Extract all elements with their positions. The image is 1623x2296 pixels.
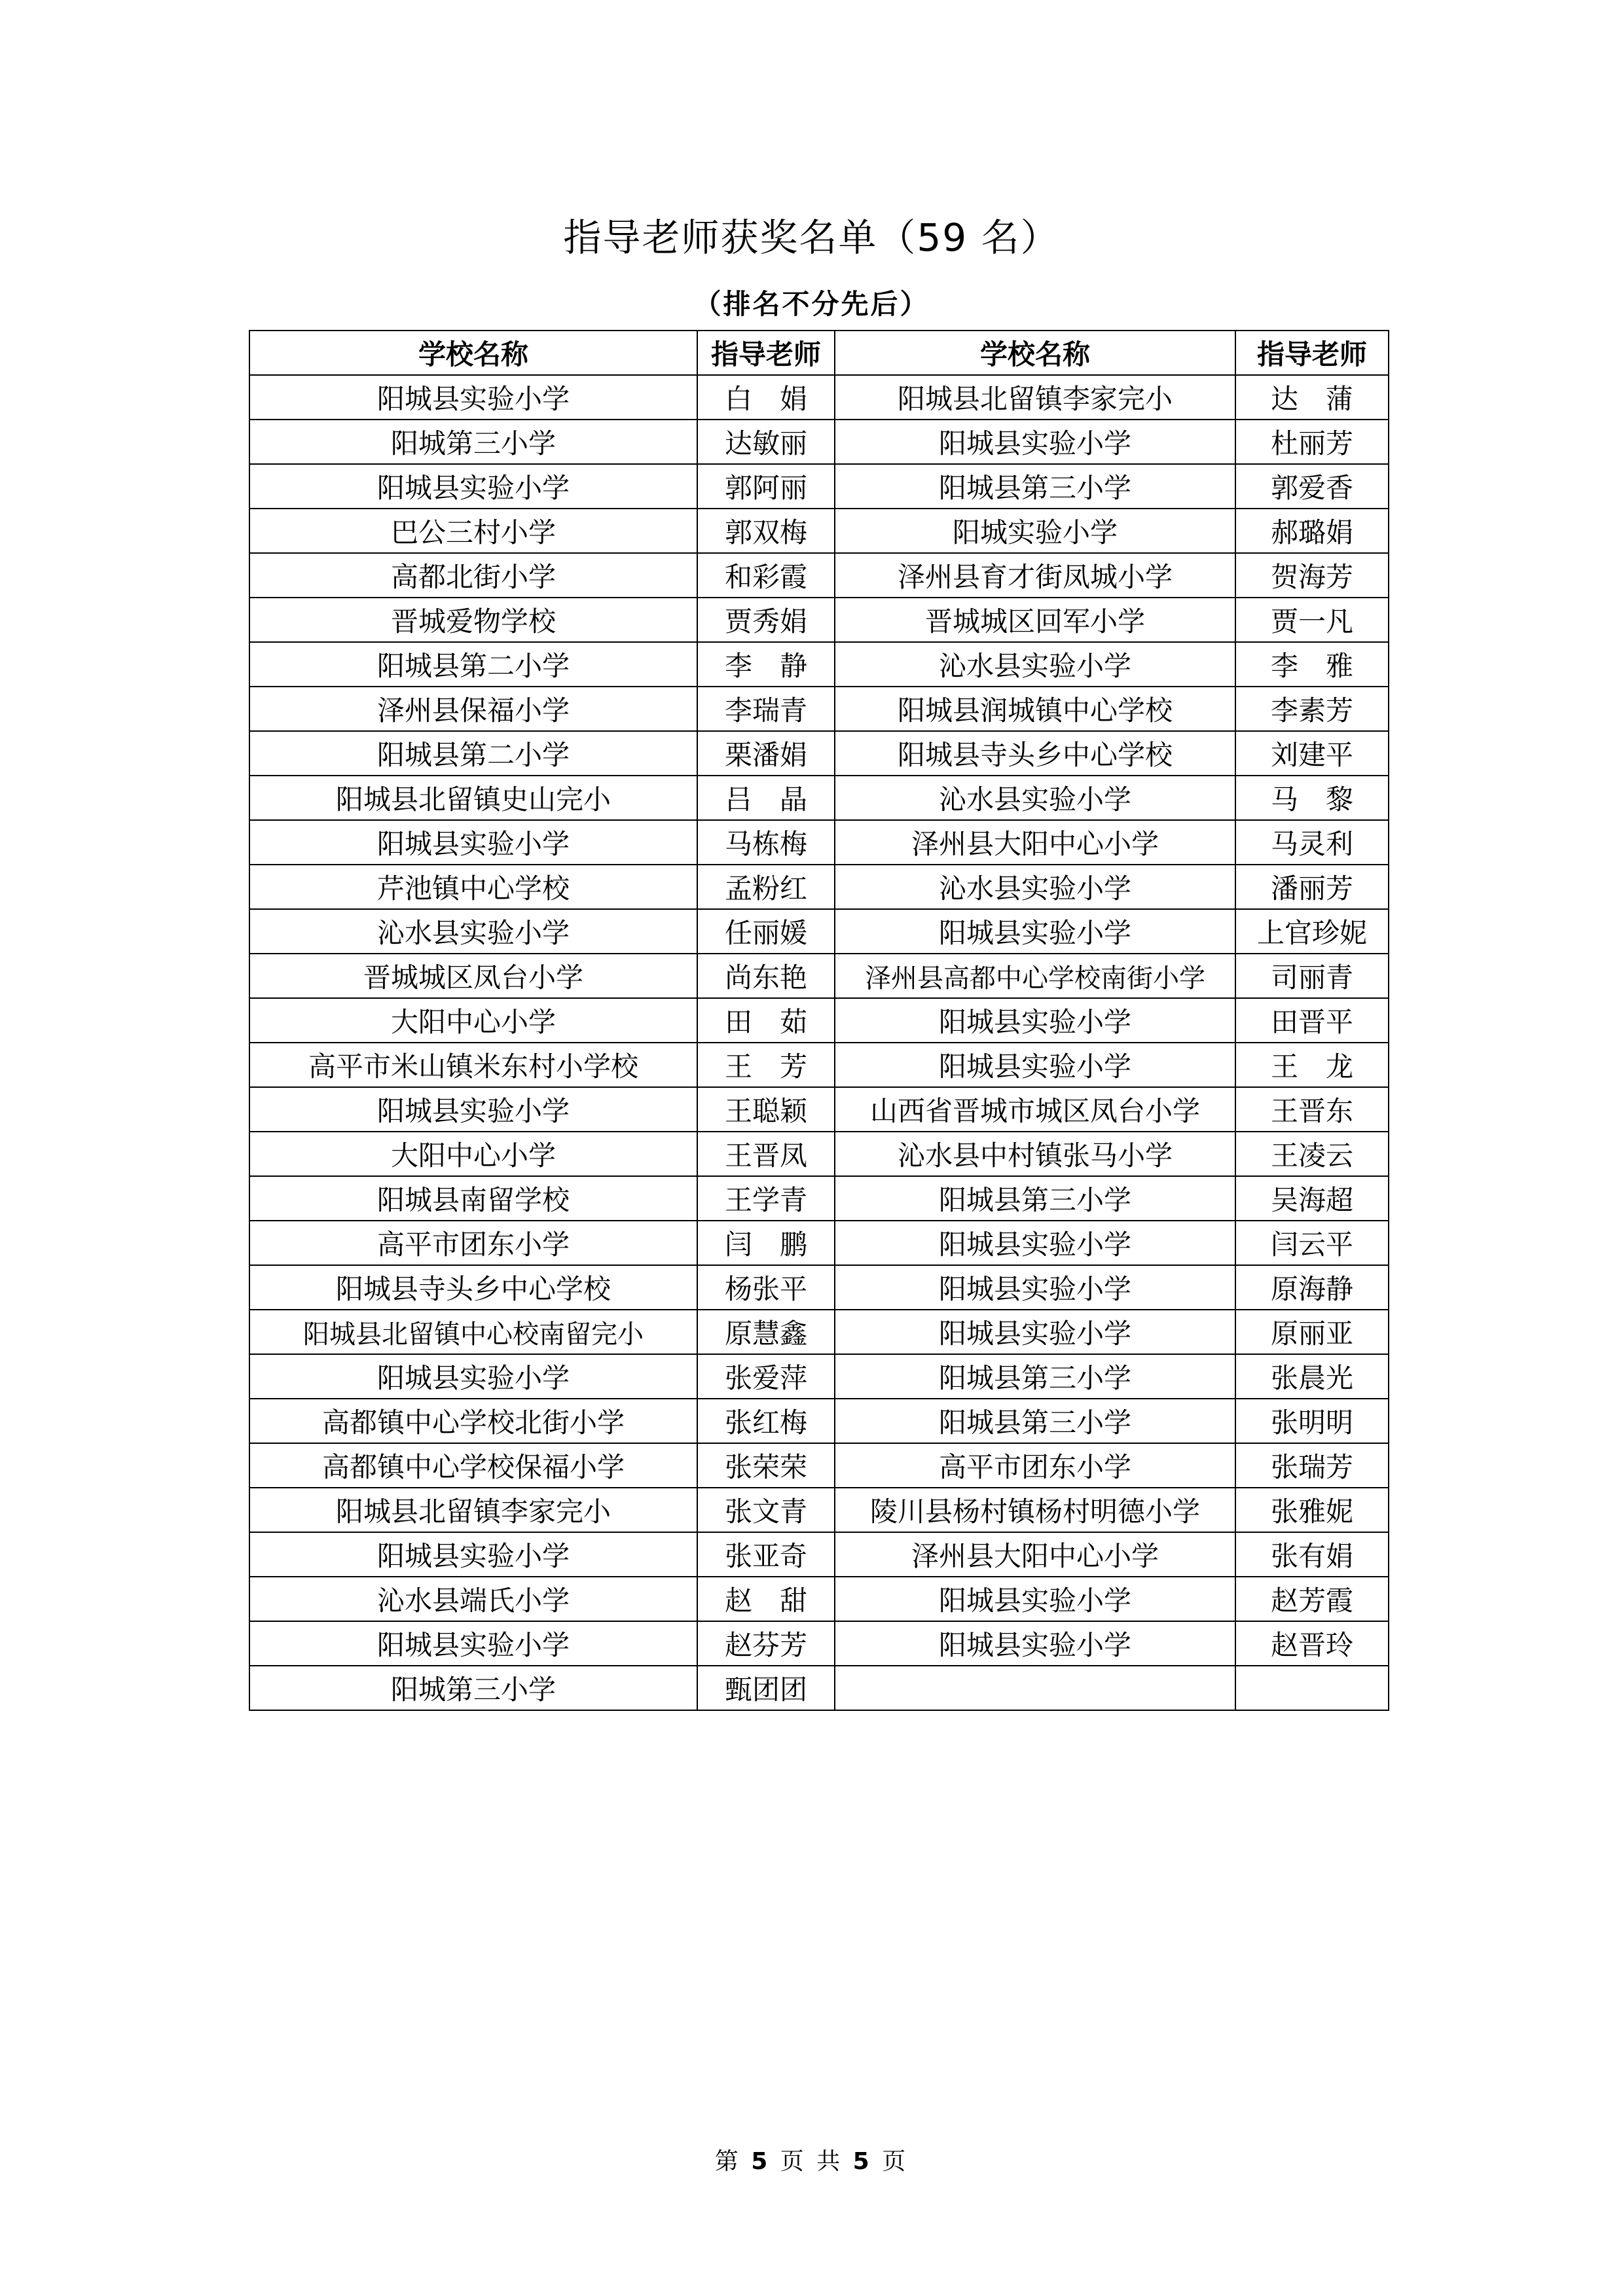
cell-school-name-right: 高平市团东小学 (835, 1443, 1235, 1488)
cell-teacher-left: 马栋梅 (697, 820, 835, 865)
cell-teacher-left: 张亚奇 (697, 1532, 835, 1577)
table-body (249, 375, 1389, 1710)
cell-teacher-left: 张爱萍 (697, 1354, 835, 1399)
cell-teacher-right: 王晋东 (1235, 1087, 1389, 1132)
cell-teacher-right: 马 黎 (1235, 776, 1389, 820)
cell-school-name-left: 阳城县南留学校 (249, 1176, 697, 1221)
table-row (249, 1577, 1389, 1621)
cell-teacher-left: 李瑞青 (697, 687, 835, 731)
table-row (249, 1132, 1389, 1176)
table-row (249, 1399, 1389, 1443)
cell-school-name-right: 阳城县实验小学 (835, 1043, 1235, 1087)
footer-middle: 页 共 (780, 2148, 843, 2175)
cell-school-name-left: 阳城县实验小学 (249, 1621, 697, 1666)
cell-teacher-left: 郭阿丽 (697, 464, 835, 509)
cell-teacher-right: 吴海超 (1235, 1176, 1389, 1221)
cell-school-name-left: 阳城县北留镇中心校南留完小 (249, 1310, 697, 1354)
cell-school-name-right: 阳城县实验小学 (835, 420, 1235, 464)
cell-school-name-left: 高都镇中心学校保福小学 (249, 1443, 697, 1488)
cell-school-name-right: 阳城县第三小学 (835, 1354, 1235, 1399)
cell-teacher-left: 田 茹 (697, 998, 835, 1043)
cell-teacher-right: 张晨光 (1235, 1354, 1389, 1399)
cell-teacher-right: 赵晋玲 (1235, 1621, 1389, 1666)
cell-school-name-right: 沁水县中村镇张马小学 (835, 1132, 1235, 1176)
document-subtitle: （排名不分先后） (693, 288, 930, 320)
page-footer (0, 2145, 1623, 2178)
table-row (249, 1310, 1389, 1354)
cell-teacher-left: 王聪颖 (697, 1087, 835, 1132)
cell-teacher-right: 李 雅 (1235, 642, 1389, 687)
cell-teacher-left: 郭双梅 (697, 509, 835, 553)
cell-teacher-left: 白 娟 (697, 375, 835, 420)
cell-school-name-right: 阳城县实验小学 (835, 1221, 1235, 1265)
cell-teacher-right: 贺海芳 (1235, 553, 1389, 598)
table-row (249, 820, 1389, 865)
cell-school-name-left: 巴公三村小学 (249, 509, 697, 553)
cell-teacher-left: 原慧鑫 (697, 1310, 835, 1354)
cell-teacher-right: 原海静 (1235, 1265, 1389, 1310)
cell-school-name-right: 阳城县第三小学 (835, 1176, 1235, 1221)
footer-prefix: 第 (714, 2148, 741, 2175)
cell-school-name-left: 阳城县实验小学 (249, 1354, 697, 1399)
table-row (249, 1532, 1389, 1577)
table-row (249, 731, 1389, 776)
cell-school-name-right: 阳城县实验小学 (835, 1621, 1235, 1666)
cell-school-name-left: 阳城县实验小学 (249, 1532, 697, 1577)
table-row (249, 909, 1389, 954)
header-teacher-left: 指导老师 (697, 331, 835, 375)
cell-teacher-right: 李素芳 (1235, 687, 1389, 731)
header-teacher-right: 指导老师 (1235, 331, 1389, 375)
footer-current-page: 5 (751, 2148, 771, 2175)
cell-school-name-left: 沁水县端氏小学 (249, 1577, 697, 1621)
table-row (249, 1087, 1389, 1132)
table-row (249, 1488, 1389, 1532)
header-school-name-right: 学校名称 (835, 331, 1235, 375)
cell-teacher-left: 孟粉红 (697, 865, 835, 909)
cell-teacher-right: 司丽青 (1235, 954, 1389, 998)
table-row (249, 1443, 1389, 1488)
cell-school-name-left: 阳城县实验小学 (249, 820, 697, 865)
footer-suffix: 页 (882, 2148, 909, 2175)
cell-teacher-left: 和彩霞 (697, 553, 835, 598)
cell-teacher-right: 马灵利 (1235, 820, 1389, 865)
cell-teacher-right: 原丽亚 (1235, 1310, 1389, 1354)
cell-teacher-right: 张明明 (1235, 1399, 1389, 1443)
cell-teacher-left: 李 静 (697, 642, 835, 687)
cell-school-name-left: 阳城第三小学 (249, 420, 697, 464)
cell-school-name-right: 阳城县北留镇李家完小 (835, 375, 1235, 420)
cell-teacher-left: 杨张平 (697, 1265, 835, 1310)
cell-school-name-left: 芹池镇中心学校 (249, 865, 697, 909)
cell-school-name-left: 高都北街小学 (249, 553, 697, 598)
cell-teacher-right: 刘建平 (1235, 731, 1389, 776)
table-row (249, 776, 1389, 820)
cell-school-name-right: 沁水县实验小学 (835, 865, 1235, 909)
cell-teacher-right: 杜丽芳 (1235, 420, 1389, 464)
cell-school-name-left: 晋城城区凤台小学 (249, 954, 697, 998)
cell-teacher-left: 栗潘娟 (697, 731, 835, 776)
cell-teacher-right: 赵芳霞 (1235, 1577, 1389, 1621)
document-title: 指导老师获奖名单（59 名） (563, 215, 1060, 260)
cell-school-name-left: 阳城县寺头乡中心学校 (249, 1265, 697, 1310)
cell-teacher-right: 郭爱香 (1235, 464, 1389, 509)
cell-school-name-left: 泽州县保福小学 (249, 687, 697, 731)
cell-school-name-right: 阳城县实验小学 (835, 998, 1235, 1043)
cell-teacher-left: 贾秀娟 (697, 598, 835, 642)
cell-teacher-right: 田晋平 (1235, 998, 1389, 1043)
cell-school-name-right: 阳城县实验小学 (835, 1577, 1235, 1621)
cell-school-name-left: 沁水县实验小学 (249, 909, 697, 954)
cell-teacher-left: 张荣荣 (697, 1443, 835, 1488)
cell-school-name-right: 阳城县实验小学 (835, 909, 1235, 954)
cell-school-name-left: 大阳中心小学 (249, 998, 697, 1043)
cell-teacher-left: 张文青 (697, 1488, 835, 1532)
cell-teacher-right (1235, 1666, 1389, 1710)
cell-teacher-left: 王 芳 (697, 1043, 835, 1087)
cell-school-name-left: 阳城县北留镇史山完小 (249, 776, 697, 820)
cell-teacher-right: 郝璐娟 (1235, 509, 1389, 553)
cell-school-name-left: 阳城第三小学 (249, 1666, 697, 1710)
table-row (249, 1666, 1389, 1710)
cell-school-name-left: 高平市米山镇米东村小学校 (249, 1043, 697, 1087)
table-row (249, 598, 1389, 642)
cell-school-name-left: 阳城县实验小学 (249, 375, 697, 420)
cell-teacher-left: 赵芬芳 (697, 1621, 835, 1666)
cell-school-name-left: 高都镇中心学校北街小学 (249, 1399, 697, 1443)
cell-school-name-right: 阳城实验小学 (835, 509, 1235, 553)
cell-teacher-left: 闫 鹏 (697, 1221, 835, 1265)
table-row (249, 420, 1389, 464)
footer-total-pages: 5 (852, 2148, 872, 2175)
table-header-row (249, 331, 1389, 375)
cell-school-name-right: 泽州县大阳中心小学 (835, 820, 1235, 865)
cell-school-name-right: 山西省晋城市城区凤台小学 (835, 1087, 1235, 1132)
table-row (249, 954, 1389, 998)
cell-teacher-right: 贾一凡 (1235, 598, 1389, 642)
cell-school-name-right: 阳城县第三小学 (835, 1399, 1235, 1443)
header-school-name-left: 学校名称 (249, 331, 697, 375)
cell-school-name-left: 大阳中心小学 (249, 1132, 697, 1176)
table-row (249, 375, 1389, 420)
cell-school-name-right: 沁水县实验小学 (835, 776, 1235, 820)
cell-teacher-right: 张瑞芳 (1235, 1443, 1389, 1488)
cell-teacher-right: 潘丽芳 (1235, 865, 1389, 909)
cell-school-name-left: 阳城县实验小学 (249, 1087, 697, 1132)
table-row (249, 464, 1389, 509)
table-row (249, 1621, 1389, 1666)
cell-school-name-right: 泽州县高都中心学校南街小学 (835, 954, 1235, 998)
cell-school-name-right: 阳城县实验小学 (835, 1265, 1235, 1310)
cell-school-name-left: 高平市团东小学 (249, 1221, 697, 1265)
cell-school-name-right: 陵川县杨村镇杨村明德小学 (835, 1488, 1235, 1532)
cell-school-name-left: 阳城县实验小学 (249, 464, 697, 509)
table-row (249, 1265, 1389, 1310)
cell-teacher-left: 甄团团 (697, 1666, 835, 1710)
cell-school-name-right: 晋城城区回军小学 (835, 598, 1235, 642)
cell-teacher-right: 王凌云 (1235, 1132, 1389, 1176)
cell-school-name-right: 沁水县实验小学 (835, 642, 1235, 687)
cell-school-name-right: 泽州县育才街凤城小学 (835, 553, 1235, 598)
cell-teacher-left: 达敏丽 (697, 420, 835, 464)
cell-school-name-right: 阳城县第三小学 (835, 464, 1235, 509)
table-row (249, 1043, 1389, 1087)
cell-school-name-left: 阳城县第二小学 (249, 642, 697, 687)
cell-school-name-left: 晋城爱物学校 (249, 598, 697, 642)
award-table (249, 330, 1389, 1711)
cell-teacher-right: 张有娟 (1235, 1532, 1389, 1577)
cell-school-name-right: 阳城县实验小学 (835, 1310, 1235, 1354)
cell-teacher-right: 张雅妮 (1235, 1488, 1389, 1532)
table-row (249, 998, 1389, 1043)
table-row (249, 1354, 1389, 1399)
cell-teacher-left: 赵 甜 (697, 1577, 835, 1621)
cell-school-name-right: 泽州县大阳中心小学 (835, 1532, 1235, 1577)
table-row (249, 509, 1389, 553)
cell-teacher-right: 闫云平 (1235, 1221, 1389, 1265)
cell-teacher-right: 王 龙 (1235, 1043, 1389, 1087)
cell-school-name-left: 阳城县第二小学 (249, 731, 697, 776)
table-row (249, 687, 1389, 731)
table-row (249, 865, 1389, 909)
cell-teacher-right: 上官珍妮 (1235, 909, 1389, 954)
cell-school-name-right (835, 1666, 1235, 1710)
table-row (249, 642, 1389, 687)
cell-school-name-right: 阳城县寺头乡中心学校 (835, 731, 1235, 776)
cell-teacher-left: 任丽媛 (697, 909, 835, 954)
table-row (249, 1176, 1389, 1221)
cell-teacher-left: 王学青 (697, 1176, 835, 1221)
cell-teacher-left: 尚东艳 (697, 954, 835, 998)
cell-teacher-left: 王晋凤 (697, 1132, 835, 1176)
cell-school-name-left: 阳城县北留镇李家完小 (249, 1488, 697, 1532)
table-row (249, 553, 1389, 598)
cell-teacher-left: 吕 晶 (697, 776, 835, 820)
cell-teacher-right: 达 蒲 (1235, 375, 1389, 420)
table-row (249, 1221, 1389, 1265)
cell-school-name-right: 阳城县润城镇中心学校 (835, 687, 1235, 731)
cell-teacher-left: 张红梅 (697, 1399, 835, 1443)
